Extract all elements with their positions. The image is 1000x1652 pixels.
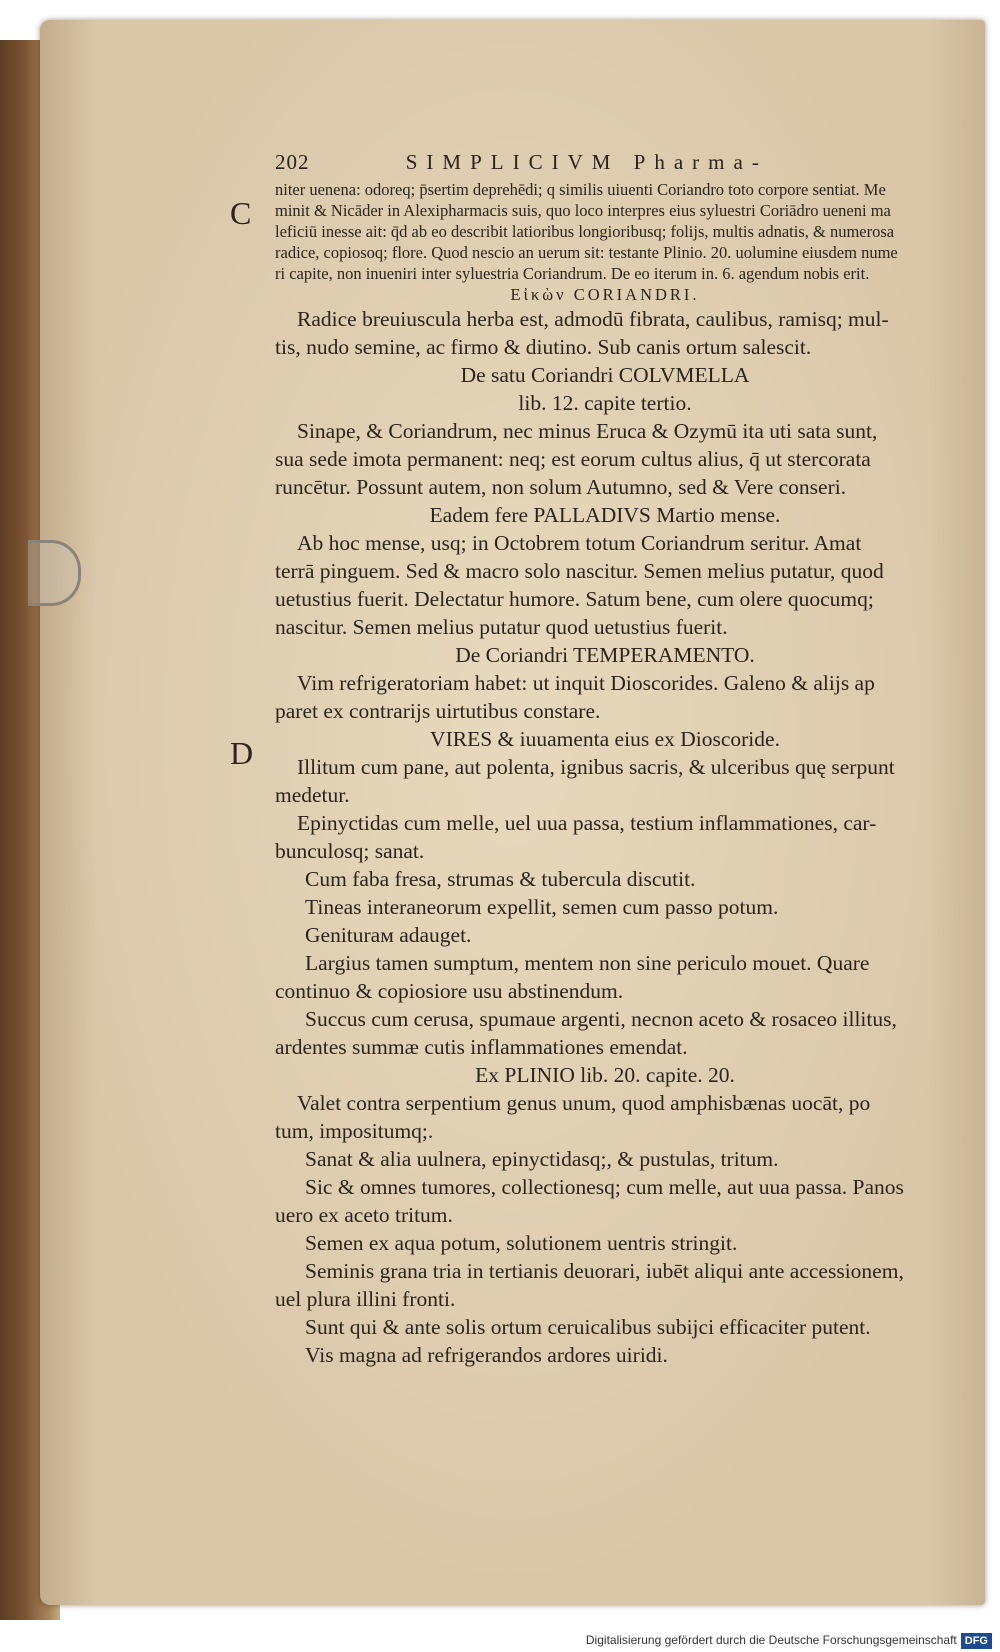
heading-eikon: Εἰκὼν CORIANDRI. [510, 285, 700, 304]
text-line: terrā pinguem. Sed & macro solo nascitur. Semen melius putatur, quod [275, 559, 884, 583]
text-line: Succus cum cerusa, spumaue argenti, necnon aceto & rosaceo illitus, [305, 1007, 897, 1031]
heading-plinio: Ex PLINIO lib. 20. capite. 20. [475, 1063, 735, 1087]
temperamento-paragraph [275, 669, 935, 725]
running-header [275, 150, 935, 175]
text-line: Semen ex aqua potum, solutionem uentris stringit. [305, 1231, 738, 1255]
text-line: continuo & copiosiore usu abstinendum. [275, 979, 624, 1003]
text-line: uetustius fuerit. Delectatur humore. Satum bene, cum olere quocumq; [275, 587, 874, 611]
margin-letter-d: D [230, 735, 254, 771]
heading-columella: De satu Coriandri COLVMELLA [460, 363, 750, 387]
text-line: Largius tamen sumptum, mentem non sine periculo mouet. Quare [305, 951, 870, 975]
palladius-paragraph [275, 529, 935, 641]
text-line: tum, impositumq;. [275, 1119, 434, 1143]
text-line: Sic & omnes tumores, collectionesq; cum melle, aut uua passa. Panos [305, 1175, 904, 1199]
heading-palladius: Eadem fere PALLADIVS Martio mense. [429, 503, 781, 527]
text-line: Illitum cum pane, aut polenta, ignibus sacris, & ulceribus quę serpunt [297, 755, 895, 779]
heading-temperamento: De Coriandri TEMPERAMENTO. [455, 643, 755, 667]
dfg-logo-badge: DFG [961, 1633, 992, 1649]
text-line: minit & Nicāder in Alexipharmacis suis, quo loco interpres eius syluestri Coriādro ueneni ma [275, 201, 891, 220]
heading-vires: VIRES & iuuamenta eius ex Dioscoride. [430, 727, 780, 751]
page-number: 202 [275, 150, 310, 174]
text-line: Vim refrigeratoriam habet: ut inquit Dioscorides. Galeno & alijs ap [297, 671, 875, 695]
text-line: ri capite, non inueniri inter syluestria Coriandrum. De eo iterum in. 6. agendum nobis erit. [275, 264, 870, 283]
text-line: radice, copiosoq; flore. Quod nescio an uerum sit: testante Plinio. 20. uolumine eiusdem nume [275, 243, 898, 262]
text-line: Seminis grana tria in tertianis deuorari, iubēt aliqui ante accessionem, [305, 1259, 904, 1283]
columella-paragraph [275, 417, 935, 501]
text-line: medetur. [275, 783, 350, 807]
eikon-paragraph [275, 305, 935, 361]
text-line: Radice breuiuscula herba est, admodū fibrata, caulibus, ramisq; mul- [297, 307, 889, 331]
text-line: Geniturам adauget. [305, 923, 472, 947]
digitization-footer [0, 1628, 1000, 1652]
text-line: Sunt qui & ante solis ortum ceruicalibus subijci efficaciter putent. [305, 1315, 871, 1339]
text-line: leficiū inesse ait: q̄d ab eo describit latioribus longioribusq; folijs, multis adnatis, & numerosa [275, 222, 895, 241]
text-line: Vis magna ad refrigerandos ardores uiridi. [305, 1343, 668, 1367]
text-line: uero ex aceto tritum. [275, 1203, 453, 1227]
text-line: ardentes summæ cutis inflammationes emendat. [275, 1035, 688, 1059]
text-line: Cum faba fresa, strumas & tubercula discutit. [305, 867, 696, 891]
intro-paragraph [275, 179, 935, 284]
text-line: Tineas interaneorum expellit, semen cum passo potum. [305, 895, 779, 919]
text-line: Sinape, & Coriandrum, nec minus Eruca & Ozymū ita uti sata sunt, [297, 419, 878, 443]
text-line: Epinyctidas cum melle, uel uua passa, testium inflammationes, car- [297, 811, 877, 835]
text-line: tis, nudo semine, ac firmo & diutino. Sub canis ortum salescit. [275, 335, 812, 359]
page-clip [28, 540, 81, 606]
text-line: Sanat & alia uulnera, epinyctidasq;, & pustulas, tritum. [305, 1147, 779, 1171]
text-line: bunculosq; sanat. [275, 839, 425, 863]
heading-columella-sub: lib. 12. capite tertio. [518, 391, 692, 415]
text-line: paret ex contrarijs uirtutibus constare. [275, 699, 601, 723]
text-line: sua sede imota permanent: neq; est eorum cultus alius, q̄ ut stercorata [275, 447, 871, 471]
text-line: Valet contra serpentium genus unum, quod amphisbænas uocāt, po [297, 1091, 871, 1115]
page-text [275, 150, 935, 1369]
vires-section [275, 753, 935, 1061]
footer-credit: Digitalisierung gefördert durch die Deutsche Forschungsgemeinschaft [585, 1633, 957, 1647]
text-line: uel plura illini fronti. [275, 1287, 456, 1311]
margin-letter-c: C [230, 195, 252, 231]
running-title: SIMPLICIVM Pharma- [405, 150, 768, 174]
text-line: niter uenena: odoreq; p̄sertim deprehēdi; q similis uiuenti Coriandro toto corpore sentiat. Me [275, 180, 886, 199]
text-line: Ab hoc mense, usq; in Octobrem totum Coriandrum seritur. Amat [297, 531, 862, 555]
text-line: nascitur. Semen melius putatur quod uetustius fuerit. [275, 615, 728, 639]
text-line: runcētur. Possunt autem, non solum Autumno, sed & Vere conseri. [275, 475, 847, 499]
plinio-section [275, 1089, 935, 1369]
